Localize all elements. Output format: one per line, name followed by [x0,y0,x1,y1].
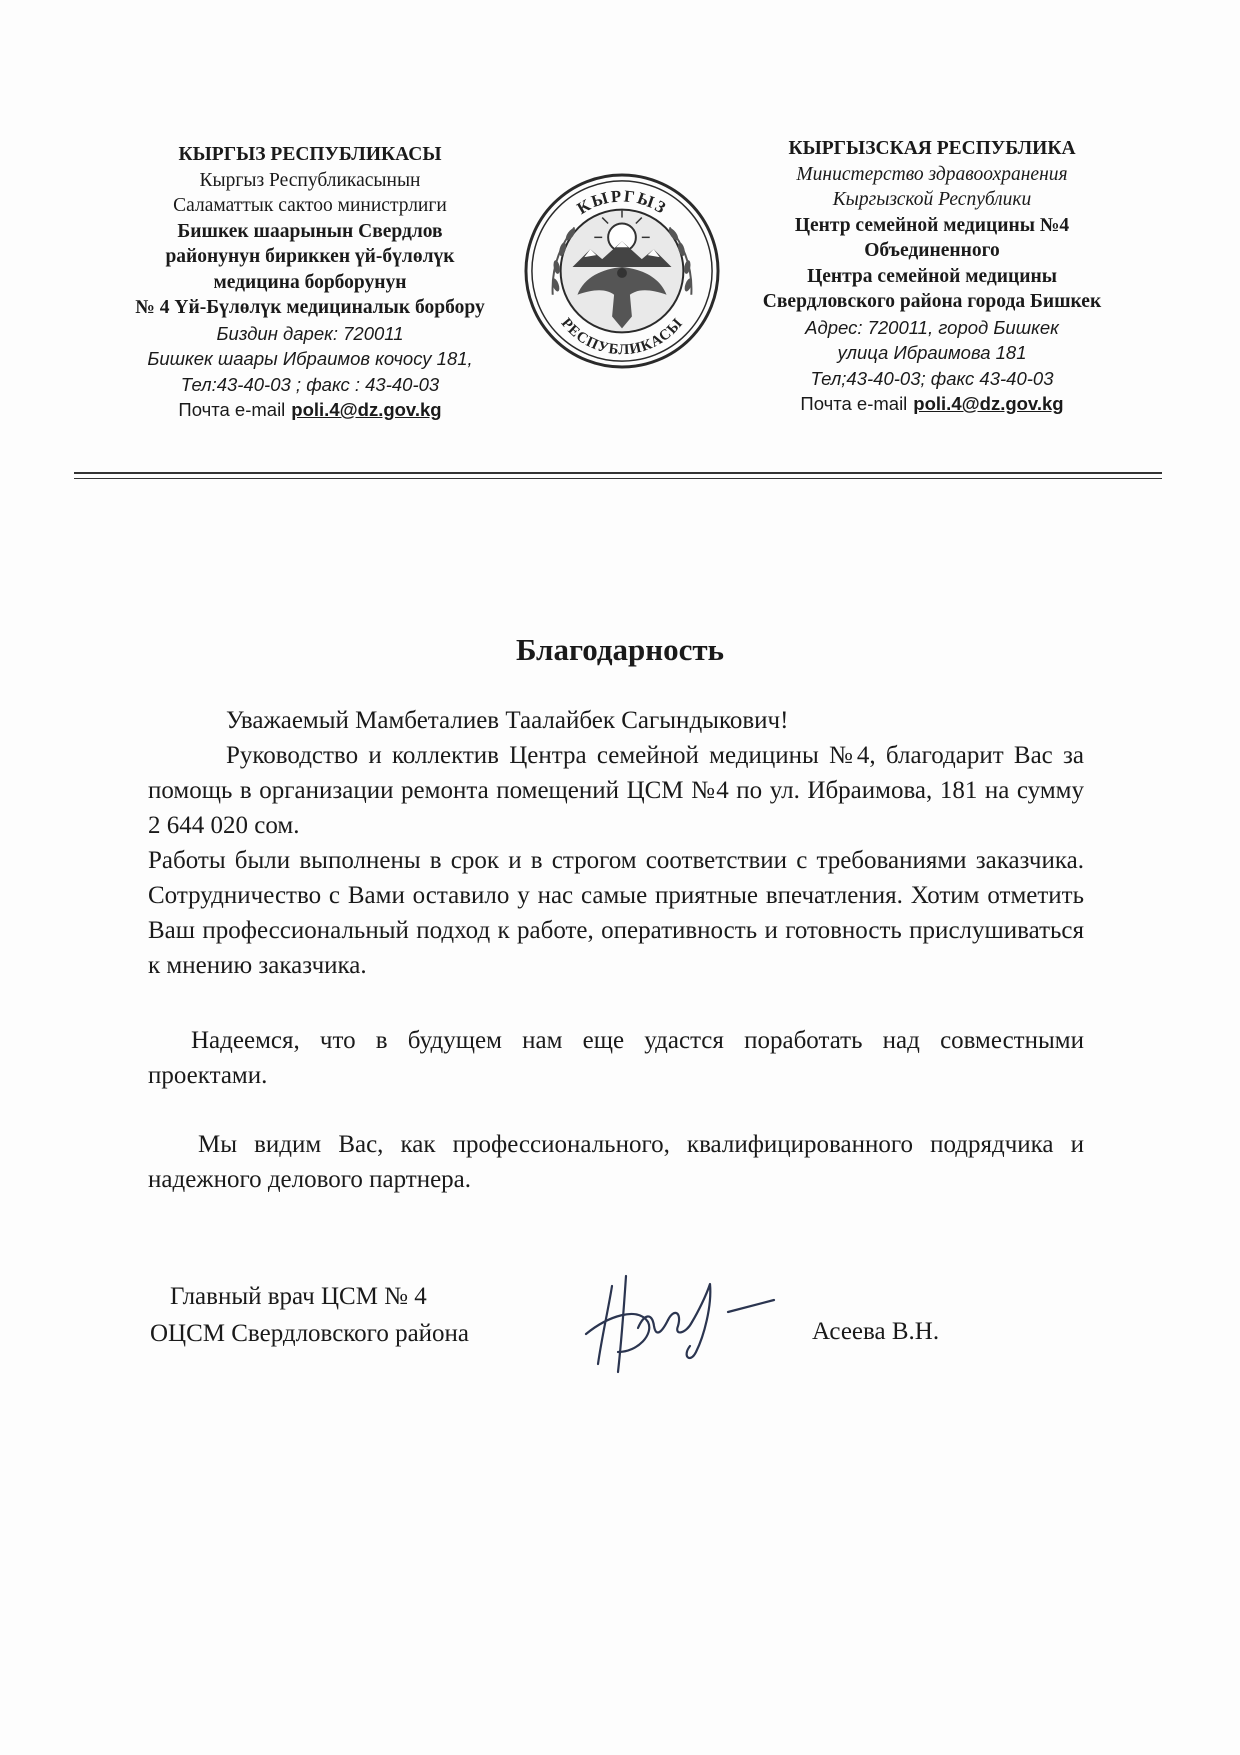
header-left-line: Бишкек шаарынын Свердлов [177,220,443,242]
signatory-position [150,1278,469,1352]
header-left-line: районунун бириккен үй-бүлөлүк [165,246,455,267]
header-left-address: Бишкек шаары Ибраимов кочосу 181, [147,348,473,369]
email-label: Почта e-mail [178,399,286,420]
letter-title: Благодарность [515,632,725,667]
header-left-line: медицина борборунун [213,271,407,293]
header-right [722,136,1142,417]
position-line-1: Главный врач ЦСМ № 4 [170,1283,427,1310]
header-right-line: Центра семейной медицины [807,265,1057,287]
header-right-line: Центр семейной медицины №4 [794,214,1070,236]
email-label: Почта e-mail [800,393,908,414]
header-divider-thin [74,478,1162,479]
header-left-phone: Тел:43-40-03 ; факс : 43-40-03 [180,373,440,395]
header-right-address: Адрес: 720011, город Бишкек [805,316,1059,338]
letter-greeting: Уважаемый Мамбеталиев Таалайбек Сагындыкович! [226,707,789,734]
email-link[interactable]: poli.4@dz.gov.kg [291,399,442,420]
letter-paragraph-1b: Работы были выполнены в срок и в строгом соответствии с требованиями заказчика. Сотрудничество с Вами оставило у нас самые приятные впечатления. Хотим отметить Ваш профессиональный подход к работе, оперативность и готовность прислушиваться к мнению заказчика. [148,847,1084,979]
emblem-bottom-text: РЕСПУБЛИКАСЫ [557,315,687,359]
letter-paragraph-2: Надеемся, что в будущем нам еще удастся поработать над совместными проектами. [148,1027,1084,1089]
header-left-email [100,397,520,423]
position-line-2: ОЦСМ Свердловского района [150,1320,470,1347]
header-left-address: Биздин дарек: 720011 [216,322,404,344]
letter-paragraph-3: Мы видим Вас, как профессионального, квалифицированного подрядчика и надежного делового партнера. [148,1131,1084,1193]
header-right-country: КЫРГЫЗСКАЯ РЕСПУБЛИКА [788,138,1076,159]
header-left-line: № 4 Үй-Бүлөлүк медициналык борбору [135,297,485,318]
header-left [100,142,520,423]
handwritten-signature-icon [578,1256,788,1378]
header-right-phone: Тел;43-40-03; факс 43-40-03 [810,367,1054,389]
header-right-line: Министерство здравоохранения [796,163,1068,185]
kyrgyz-state-emblem-icon [523,168,721,374]
header-right-email [722,391,1142,417]
signatory-name: Асеева В.Н. [812,1318,940,1345]
letter-paragraph-1: Руководство и коллектив Центра семейной медицины №4, благодарит Вас за помощь в организации ремонта помещений ЦСМ №4 по ул. Ибраимова, 181 на сумму 2 644 020 сом. [148,742,1084,839]
header-right-line: Свердловского района города Бишкек [762,291,1102,312]
header-right-address: улица Ибраимова 181 [837,342,1027,363]
header-left-country: КЫРГЫЗ РЕСПУБЛИКАСЫ [178,144,442,165]
email-link[interactable]: poli.4@dz.gov.kg [913,393,1064,414]
header-left-line: Саламаттык сактоо министрлиги [173,195,447,216]
emblem-top-text: КЫРГЫЗ [573,186,671,219]
header-right-line: Объединенного [864,240,1000,261]
header-divider [74,472,1162,474]
header-right-line: Кыргызской Республики [832,189,1032,210]
header-left-line: Кыргыз Республикасынын [199,169,421,191]
